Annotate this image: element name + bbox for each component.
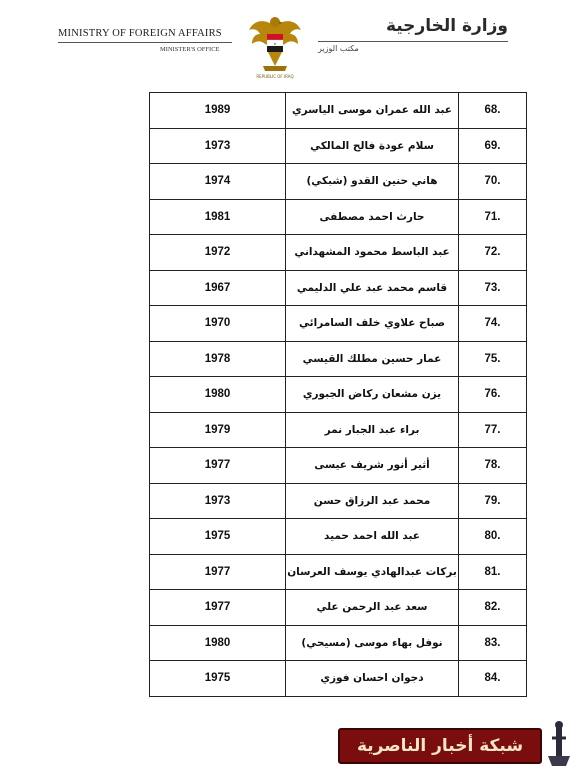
birth-year-cell: 1972 xyxy=(150,235,286,271)
emblem-caption: REPUBLIC OF IRAQ xyxy=(256,74,294,79)
birth-year-cell: 1980 xyxy=(150,625,286,661)
row-number-cell: 74. xyxy=(459,306,527,342)
person-name-cell: دجوان احسان فوزي xyxy=(286,661,459,697)
table-row xyxy=(150,483,527,519)
birth-year-cell: 1989 xyxy=(150,93,286,129)
row-number-cell: 70. xyxy=(459,164,527,200)
row-number-cell: 78. xyxy=(459,448,527,484)
english-office-subtitle: MINISTER'S OFFICE xyxy=(160,46,220,53)
news-network-watermark xyxy=(330,718,577,770)
row-number-cell: 73. xyxy=(459,270,527,306)
birth-year-cell: 1977 xyxy=(150,590,286,626)
english-ministry-title: MINISTRY OF FOREIGN AFFAIRS xyxy=(58,28,222,39)
watermark-banner xyxy=(338,728,542,764)
svg-text:★: ★ xyxy=(273,42,277,46)
table-row xyxy=(150,661,527,697)
row-number-cell: 68. xyxy=(459,93,527,129)
person-name-cell: أثير أنور شريف عيسى xyxy=(286,448,459,484)
watermark-text: شبكة أخبار الناصرية xyxy=(356,736,524,756)
person-name-cell: براء عبد الجبار نمر xyxy=(286,412,459,448)
birth-year-cell: 1967 xyxy=(150,270,286,306)
table-row xyxy=(150,377,527,413)
row-number-cell: 75. xyxy=(459,341,527,377)
row-number-cell: 71. xyxy=(459,199,527,235)
birth-year-cell: 1973 xyxy=(150,483,286,519)
row-number-cell: 83. xyxy=(459,625,527,661)
row-number-cell: 72. xyxy=(459,235,527,271)
english-title-divider xyxy=(58,42,232,43)
table-row xyxy=(150,341,527,377)
table-row xyxy=(150,164,527,200)
row-number-cell: 77. xyxy=(459,412,527,448)
person-name-cell: حارث احمد مصطفى xyxy=(286,199,459,235)
table-row xyxy=(150,235,527,271)
birth-year-cell: 1974 xyxy=(150,164,286,200)
birth-year-cell: 1981 xyxy=(150,199,286,235)
row-number-cell: 69. xyxy=(459,128,527,164)
table-row xyxy=(150,270,527,306)
row-number-cell: 79. xyxy=(459,483,527,519)
row-number-cell: 76. xyxy=(459,377,527,413)
table-row xyxy=(150,519,527,555)
names-table-container xyxy=(149,92,526,697)
birth-year-cell: 1970 xyxy=(150,306,286,342)
eagle-emblem-icon xyxy=(246,8,304,82)
birth-year-cell: 1980 xyxy=(150,377,286,413)
table-row xyxy=(150,128,527,164)
table-row xyxy=(150,554,527,590)
row-number-cell: 80. xyxy=(459,519,527,555)
row-number-cell: 82. xyxy=(459,590,527,626)
table-row xyxy=(150,590,527,626)
birth-year-cell: 1977 xyxy=(150,448,286,484)
row-number-cell: 81. xyxy=(459,554,527,590)
person-name-cell: صباح علاوي خلف السامرائي xyxy=(286,306,459,342)
person-name-cell: عبد الباسط محمود المشهداني xyxy=(286,235,459,271)
table-row xyxy=(150,448,527,484)
person-name-cell: سعد عبد الرحمن علي xyxy=(286,590,459,626)
birth-year-cell: 1975 xyxy=(150,519,286,555)
names-table xyxy=(149,92,527,697)
person-name-cell: محمد عبد الرزاق حسن xyxy=(286,483,459,519)
arabic-title-divider xyxy=(318,41,508,42)
person-name-cell: قاسم محمد عبد علي الدليمي xyxy=(286,270,459,306)
person-name-cell: بركات عبدالهادي يوسف العرسان xyxy=(286,554,459,590)
person-name-cell: نوفل بهاء موسى (مسيحي) xyxy=(286,625,459,661)
birth-year-cell: 1973 xyxy=(150,128,286,164)
table-row xyxy=(150,199,527,235)
logo-icon xyxy=(544,720,574,768)
birth-year-cell: 1977 xyxy=(150,554,286,590)
birth-year-cell: 1975 xyxy=(150,661,286,697)
names-table-body xyxy=(150,93,527,697)
table-row xyxy=(150,306,527,342)
arabic-office-subtitle: مكتب الوزير xyxy=(318,44,359,53)
row-number-cell: 84. xyxy=(459,661,527,697)
person-name-cell: هاني حنين القدو (شبكي) xyxy=(286,164,459,200)
birth-year-cell: 1978 xyxy=(150,341,286,377)
person-name-cell: عبد الله عمران موسى الياسري xyxy=(286,93,459,129)
person-name-cell: سلام عودة فالح المالكي xyxy=(286,128,459,164)
arabic-ministry-title: وزارة الخارجية xyxy=(385,16,508,36)
letterhead xyxy=(0,0,579,86)
person-name-cell: عبد الله احمد حميد xyxy=(286,519,459,555)
birth-year-cell: 1979 xyxy=(150,412,286,448)
person-name-cell: عمار حسين مطلك القيسي xyxy=(286,341,459,377)
table-row xyxy=(150,412,527,448)
person-name-cell: يزن مشعان ركاض الجبوري xyxy=(286,377,459,413)
table-row xyxy=(150,93,527,129)
table-row xyxy=(150,625,527,661)
